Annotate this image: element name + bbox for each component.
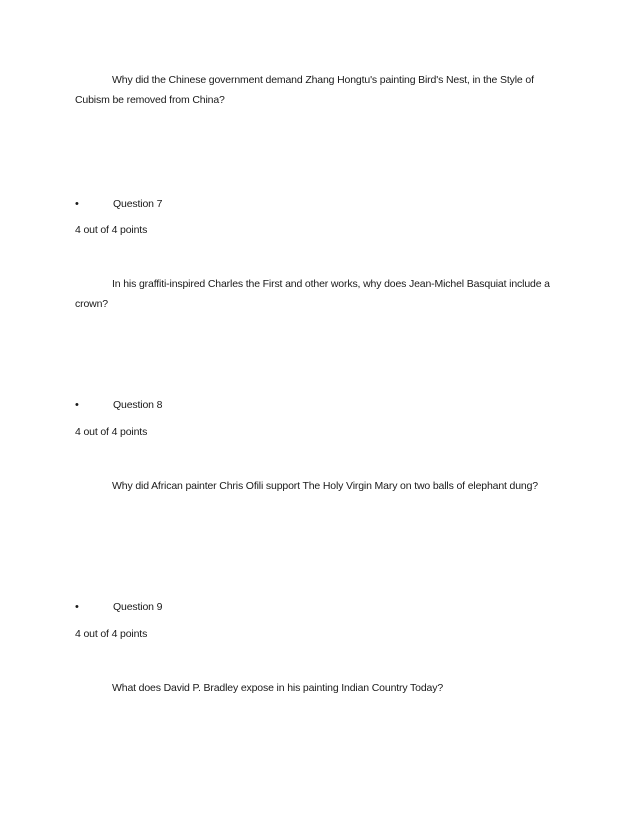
question-9-label: Question 9 bbox=[113, 601, 163, 613]
bullet-icon: • bbox=[75, 601, 79, 613]
question-9-score: 4 out of 4 points bbox=[75, 628, 148, 640]
question-8-label: Question 8 bbox=[113, 399, 163, 411]
question-7-label: Question 7 bbox=[113, 198, 163, 210]
question-8-score: 4 out of 4 points bbox=[75, 426, 148, 438]
question-7-score: 4 out of 4 points bbox=[75, 224, 148, 236]
question-8-text: Why did African painter Chris Ofili support The Holy Virgin Mary on two balls of elephant dung? bbox=[112, 480, 539, 492]
bullet-icon: • bbox=[75, 399, 79, 411]
bullet-icon: • bbox=[75, 198, 79, 210]
question-7-text: In his graffiti-inspired Charles the First and other works, why does Jean-Michel Basquiat include a crown? bbox=[75, 278, 550, 310]
question-9-text: What does David P. Bradley expose in his painting Indian Country Today? bbox=[112, 682, 444, 694]
question-6-text: Why did the Chinese government demand Zhang Hongtu's painting Bird's Nest, in the Style of Cubism be removed from China? bbox=[75, 74, 534, 106]
